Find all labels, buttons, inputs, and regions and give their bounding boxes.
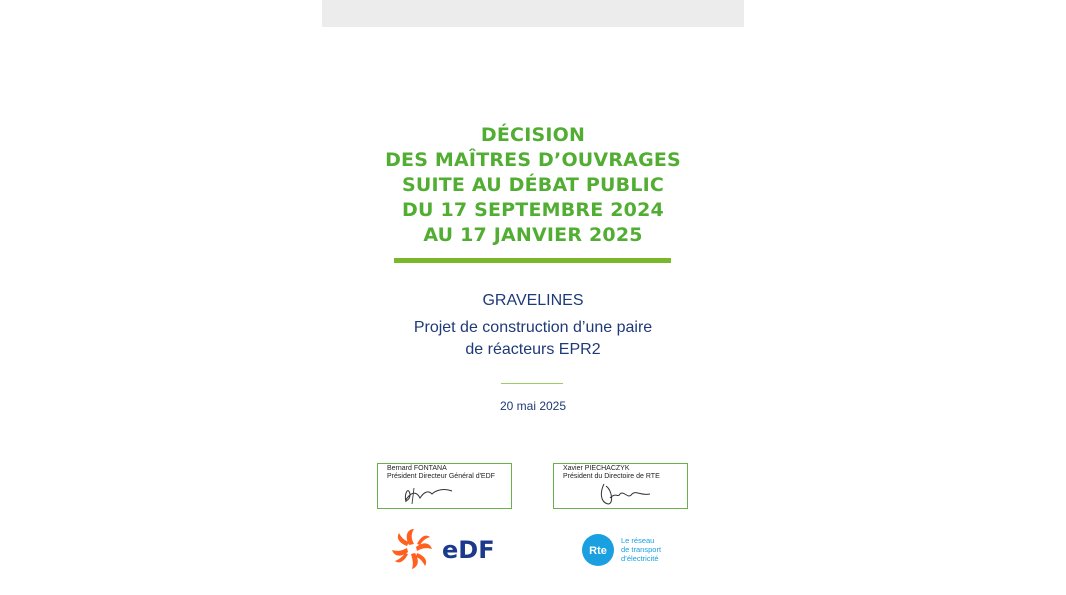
title-line: DU 17 SEPTEMBRE 2024 [402,199,664,221]
document-title [322,123,744,248]
edf-wordmark: eDF [442,536,495,564]
handwritten-signature [554,464,687,508]
rte-logo [580,533,616,569]
rte-tagline-line: d’électricité [621,554,659,563]
signatory-name: Xavier PIECHACZYK [563,465,630,472]
signature-box-rte [553,463,688,509]
signatory-name: Bernard FONTANA [387,465,447,472]
date-divider [501,383,563,384]
handwritten-signature [378,464,511,508]
signatory-role: Président du Directoire de RTE [563,473,660,480]
title-divider [394,258,671,263]
title-line: DÉCISION [480,124,586,146]
document-date: 20 mai 2025 [499,399,567,413]
rte-tagline-line: de transport [621,545,662,554]
signature-box-edf [377,463,512,509]
project-title-line: Projet de construction d’une paire [413,319,653,336]
rte-tagline [621,536,701,563]
title-line: DES MAÎTRES D’OUVRAGES [385,149,681,171]
rte-tagline-line: Le réseau [621,536,655,545]
top-strip [322,0,744,27]
signatory-role: Président Directeur Général d'EDF [387,473,495,480]
site-name: GRAVELINES [482,292,584,309]
edf-logo [392,528,496,570]
title-line: SUITE AU DÉBAT PUBLIC [401,174,665,196]
project-title-line: de réacteurs EPR2 [465,341,601,358]
rte-wordmark: Rte [589,545,607,557]
edf-star-icon [392,529,432,569]
title-line: AU 17 JANVIER 2025 [423,224,643,246]
